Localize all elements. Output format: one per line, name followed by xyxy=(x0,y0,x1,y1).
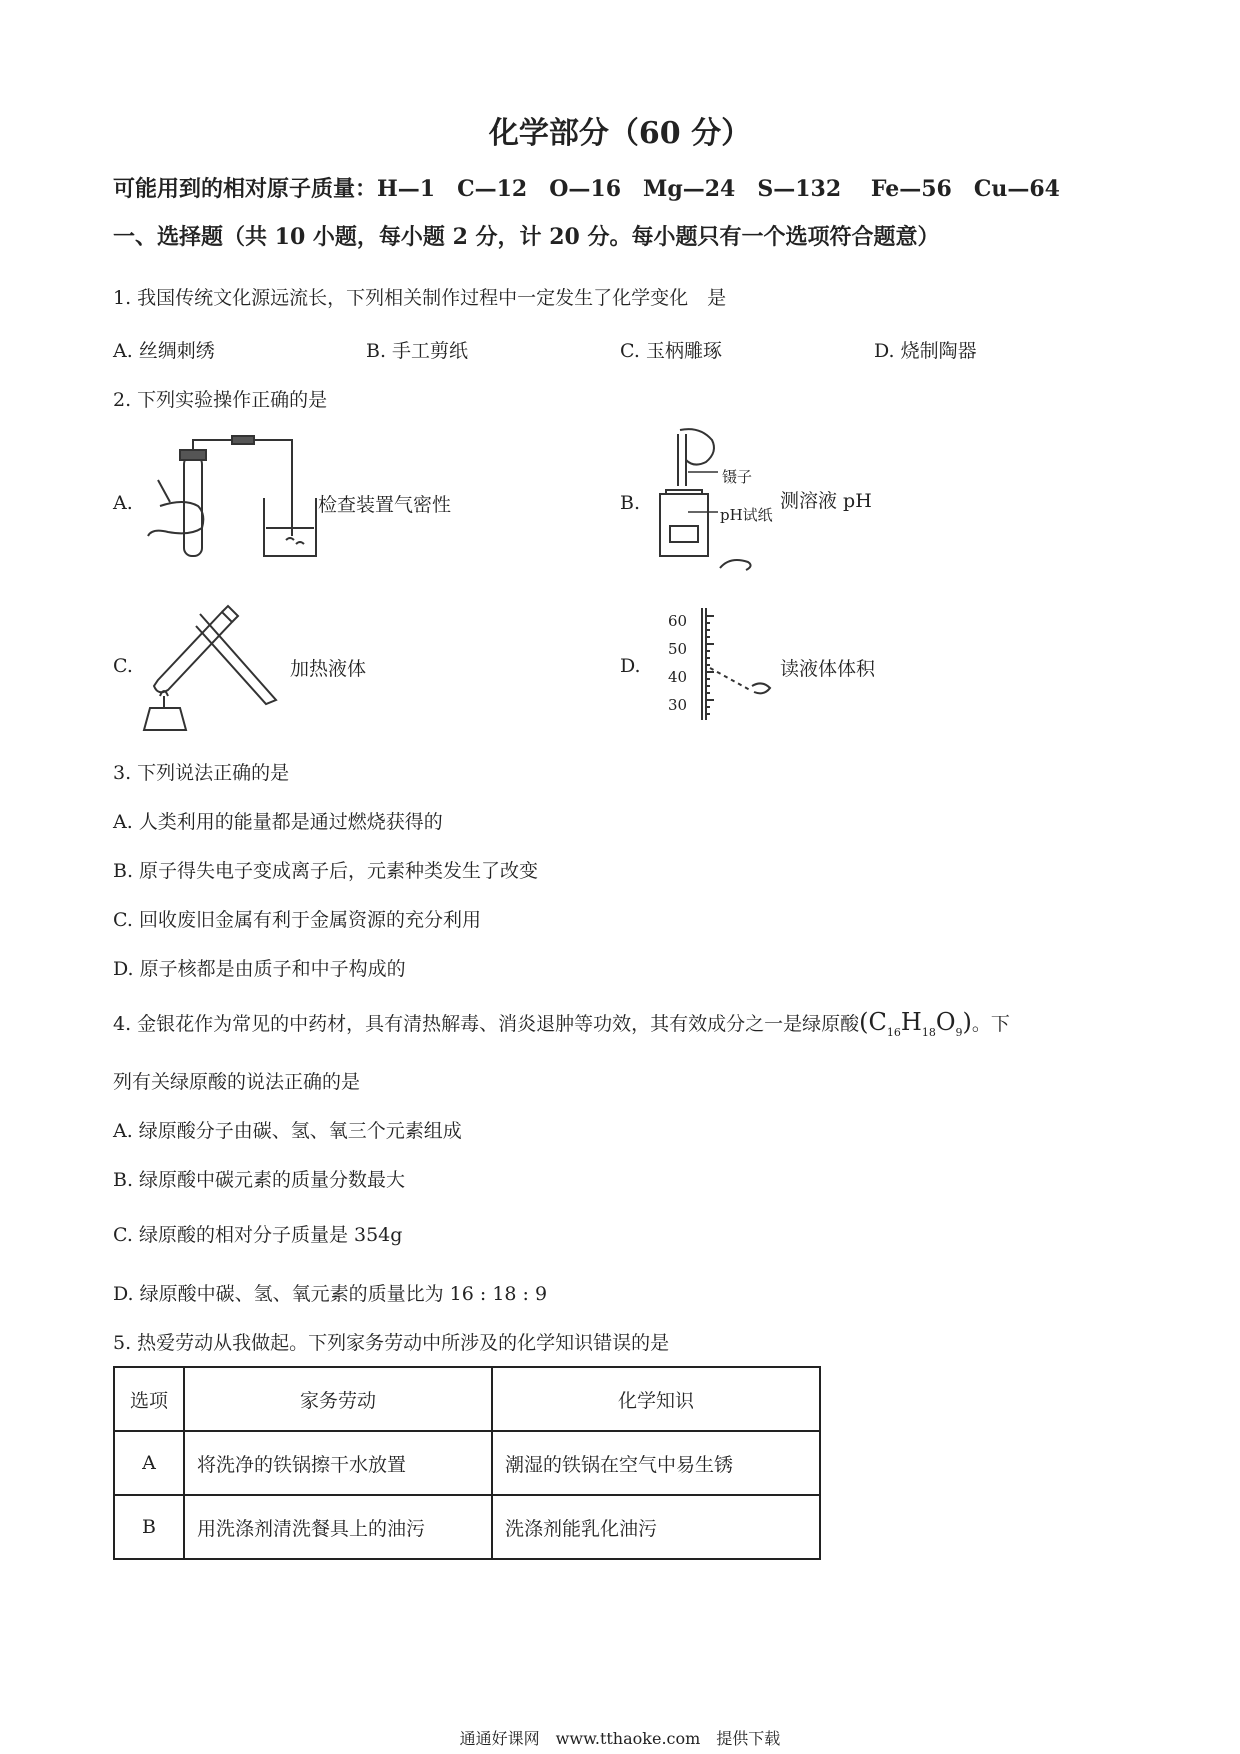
question-5-stem: 5. 热爱劳动从我做起。下列家务劳动中所涉及的化学知识错误的是 xyxy=(113,1332,670,1354)
table-cell: 潮湿的铁锅在空气中易生锈 xyxy=(492,1431,820,1495)
table-cell: B xyxy=(114,1495,184,1559)
figd-tick-60: 60 xyxy=(668,612,688,630)
q2-letter-b: B. xyxy=(620,492,641,514)
footer-watermark: 通通好课网 www.tthaoke.com 提供下载 xyxy=(459,1729,781,1748)
q3-option-d: D. 原子核都是由质子和中子构成的 xyxy=(113,958,406,980)
table-header-cell: 化学知识 xyxy=(492,1367,820,1431)
figd-tick-40: 40 xyxy=(668,668,688,686)
table-header-row xyxy=(114,1367,820,1431)
q4-option-b: B. 绿原酸中碳元素的质量分数最大 xyxy=(113,1169,406,1191)
formula-c: C xyxy=(868,1008,887,1036)
question-1-stem: 1. 我国传统文化源远流长，下列相关制作过程中一定发生了化学变化 是 xyxy=(113,287,727,309)
formula-h-sub: 18 xyxy=(921,1025,936,1039)
table-cell: 洗涤剂能乳化油污 xyxy=(492,1495,820,1559)
figd-tick-30: 30 xyxy=(668,696,688,714)
table-cell: A xyxy=(114,1431,184,1495)
q4-option-d: D. 绿原酸中碳、氢、氧元素的质量比为 16 : 18 : 9 xyxy=(113,1283,548,1305)
formula-o: O xyxy=(935,1008,956,1036)
q2-caption-b: 测溶液 pH xyxy=(780,490,872,512)
question-2-stem: 2. 下列实验操作正确的是 xyxy=(113,389,328,411)
figd-tick-50: 50 xyxy=(668,640,688,658)
table-header-cell: 家务劳动 xyxy=(184,1367,492,1431)
q2-letter-c: C. xyxy=(113,655,133,677)
q2-letter-d: D. xyxy=(620,655,641,677)
q2-caption-d: 读液体体积 xyxy=(780,658,876,680)
q2-figure-b-ph-test xyxy=(650,430,780,570)
formula-o-sub: 9 xyxy=(955,1025,963,1039)
q4-stem-text: 4. 金银花作为常见的中药材，具有清热解毒、消炎退肿等功效，其有效成分之一是绿原酸 xyxy=(113,1013,860,1035)
table-cell: 用洗涤剂清洗餐具上的油污 xyxy=(184,1495,492,1559)
q2-figure-c-heating xyxy=(140,604,290,734)
q1-option-b: B. 手工剪纸 xyxy=(366,340,469,362)
page-title: 化学部分（60 分） xyxy=(488,116,752,151)
section-heading: 一、选择题（共 10 小题，每小题 2 分，计 20 分。每小题只有一个选项符合题意） xyxy=(113,224,940,250)
table-row xyxy=(114,1495,820,1559)
atomic-mass-line: 可能用到的相对原子质量：H—1 C—12 O—16 Mg—24 S—132 Fe—56 Cu—64 xyxy=(113,176,1060,202)
q4-formula: $(C_{16}H_{18}O_9)$ xyxy=(859,1008,972,1039)
q4-option-c: C. 绿原酸的相对分子质量是 354g xyxy=(113,1224,403,1246)
figb-label-tweezers: 镊子 xyxy=(722,468,753,486)
table-row xyxy=(114,1431,820,1495)
q1-option-a: A. 丝绸刺绣 xyxy=(113,340,215,362)
q3-option-b: B. 原子得失电子变成离子后，元素种类发生了改变 xyxy=(113,860,539,882)
q5-table xyxy=(113,1366,821,1560)
formula-c-sub: 16 xyxy=(886,1025,901,1039)
q1-option-d: D. 烧制陶器 xyxy=(874,340,977,362)
q1-option-c: C. 玉柄雕琢 xyxy=(620,340,722,362)
q4-option-a: A. 绿原酸分子由碳、氢、氧三个元素组成 xyxy=(113,1120,462,1142)
q2-letter-a: A. xyxy=(113,492,133,514)
question-3-stem: 3. 下列说法正确的是 xyxy=(113,762,290,784)
q2-caption-a: 检查装置气密性 xyxy=(318,494,452,516)
question-4-stem-line1 xyxy=(113,1008,1010,1039)
q4-stem-tail: 。下 xyxy=(971,1013,1010,1035)
q2-caption-c: 加热液体 xyxy=(290,658,367,680)
q3-option-c: C. 回收废旧金属有利于金属资源的充分利用 xyxy=(113,909,481,931)
table-header-cell: 选项 xyxy=(114,1367,184,1431)
table-cell: 将洗净的铁锅擦干水放置 xyxy=(184,1431,492,1495)
figb-label-ph-paper: pH试纸 xyxy=(720,506,773,524)
formula-h: H xyxy=(900,1008,922,1036)
q3-option-a: A. 人类利用的能量都是通过燃烧获得的 xyxy=(113,811,443,833)
q2-figure-a-airtightness xyxy=(140,436,320,566)
question-4-stem-line2: 列有关绿原酸的说法正确的是 xyxy=(113,1071,361,1093)
